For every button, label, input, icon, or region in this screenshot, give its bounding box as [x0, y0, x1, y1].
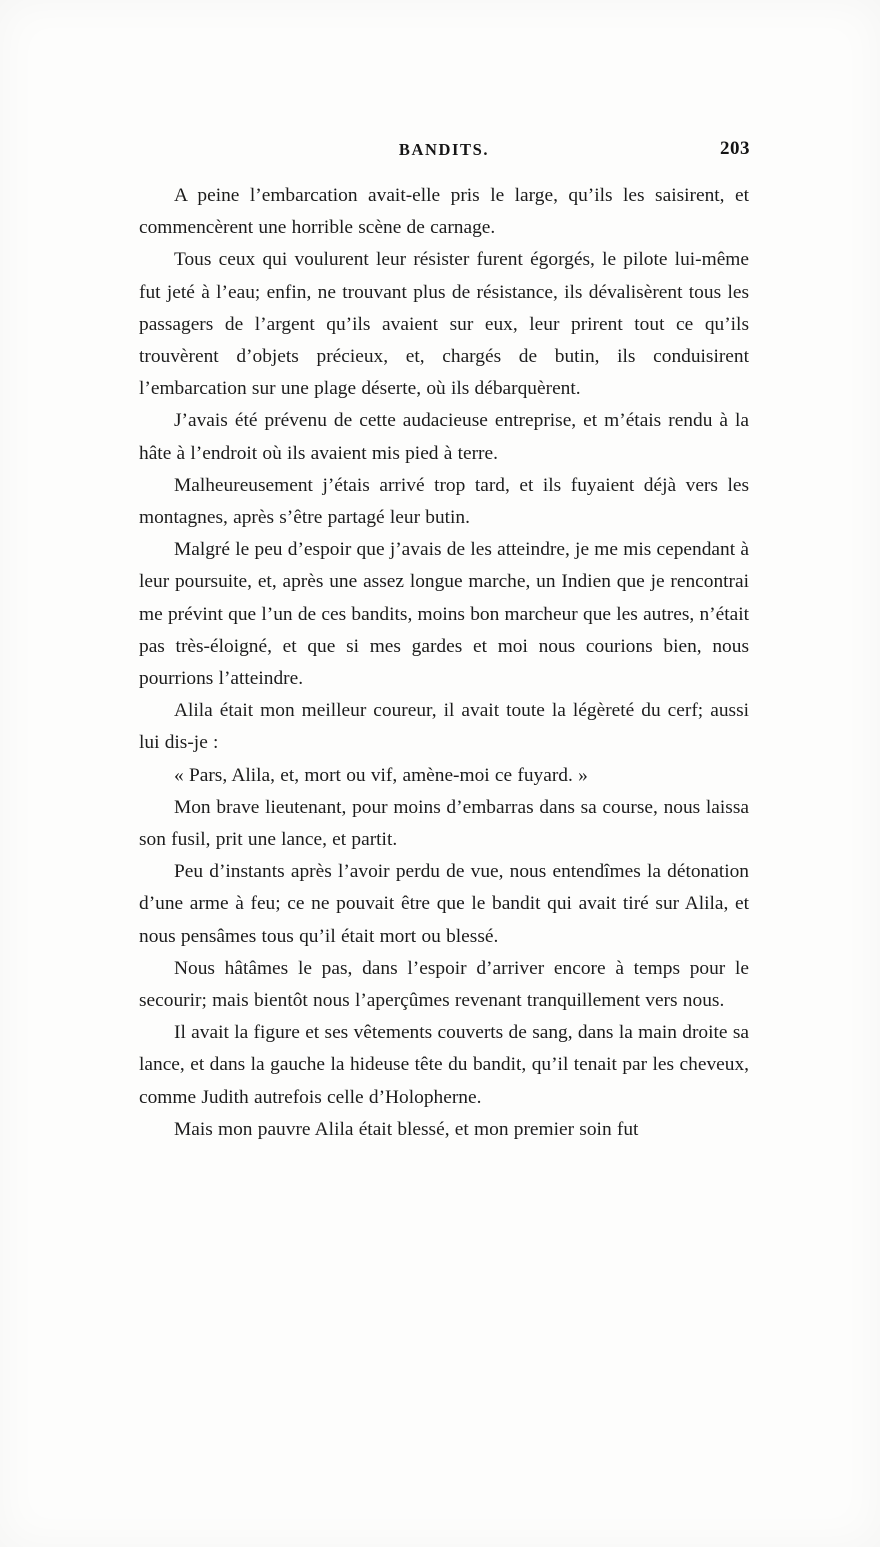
text-column	[139, 140, 749, 1396]
body-text	[139, 180, 749, 1146]
paragraph: Malgré le peu d’espoir que j’avais de les atteindre, je me mis cependant à leur poursuite, et, après une assez longue marche, un Indien que je rencontrai me prévint que l’un de ces bandits, moins bon marcheur que les autres, n’était pas très-éloigné, et que si mes gardes et moi nous courions bien, nous pourrions l’atteindre.	[139, 539, 749, 690]
paragraph: Nous hâtâmes le pas, dans l’espoir d’arriver encore à temps pour le secourir; mais bientôt nous l’aperçûmes revenant tranquillement vers nous.	[139, 957, 749, 1012]
paragraph: A peine l’embarcation avait-elle pris le large, qu’ils les saisirent, et commencèrent une horrible scène de carnage.	[139, 185, 749, 239]
running-head	[139, 140, 749, 174]
paragraph: « Pars, Alila, et, mort ou vif, amène-moi ce fuyard. »	[174, 764, 588, 786]
page-bottom-margin	[139, 1146, 749, 1396]
paragraph: Malheureusement j’étais arrivé trop tard, et ils fuyaient déjà vers les montagnes, après s’être partagé leur butin.	[139, 474, 749, 529]
paragraph: Mais mon pauvre Alila était blessé, et mon premier soin fut	[174, 1118, 639, 1140]
running-head-title: BANDITS.	[398, 140, 490, 159]
page-number: 203	[720, 138, 750, 159]
paragraph: Peu d’instants après l’avoir perdu de vue, nous entendîmes la détonation d’une arme à feu; ce ne pouvait être que le bandit qui avait tiré sur Alila, et nous pensâmes tous qu’il était mort ou blessé.	[139, 861, 749, 947]
paragraph: Mon brave lieutenant, pour moins d’embarras dans sa course, nous laissa son fusil, prit une lance, et partit.	[139, 796, 749, 851]
paragraph: Tous ceux qui voulurent leur résister furent égorgés, le pilote lui-même fut jeté à l’eau; enfin, ne trouvant plus de résistance, ils dévalisèrent tous les passagers de l’argent qu’ils avaient sur eux, leur prirent tout ce qu’ils trouvèrent d’objets précieux, et, chargés de butin, ils conduisirent l’embarcation sur une plage déserte, où ils débarquèrent.	[139, 249, 749, 400]
paragraph: Alila était mon meilleur coureur, il avait toute la légèreté du cerf; aussi lui dis-je :	[139, 700, 749, 754]
paragraph: Il avait la figure et ses vêtements couverts de sang, dans la main droite sa lance, et dans la gauche la hideuse tête du bandit, qu’il tenait par les cheveux, comme Judith autrefois celle d’Holopherne.	[139, 1022, 749, 1108]
paragraph: J’avais été prévenu de cette audacieuse entreprise, et m’étais rendu à la hâte à l’endroit où ils avaient mis pied à terre.	[139, 410, 749, 464]
